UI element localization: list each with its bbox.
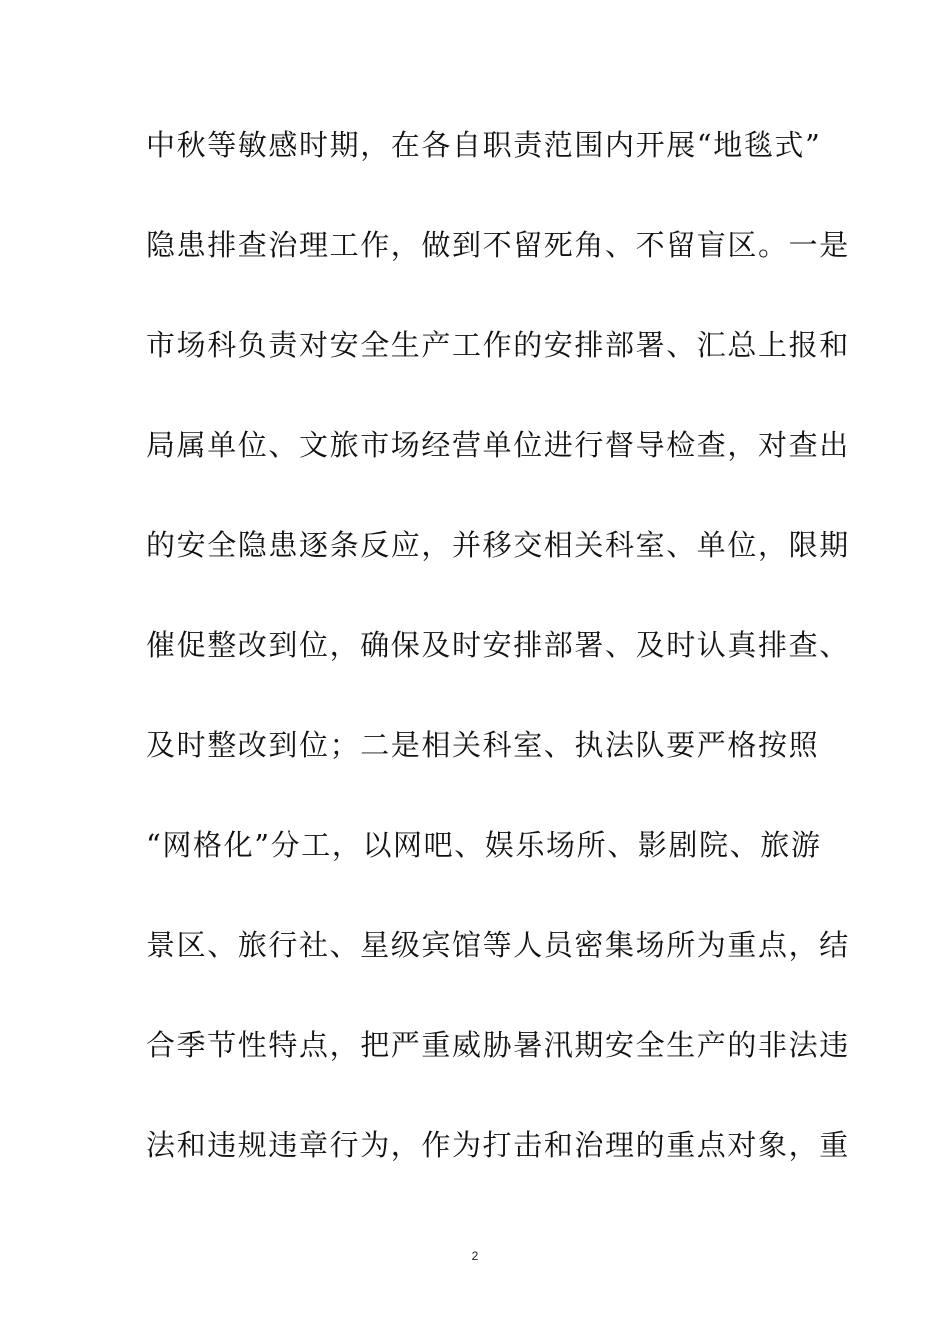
text-line: 隐患排查治理工作，做到不留死角、不留盲区。一是 [146, 228, 850, 262]
text-line: 的安全隐患逐条反应，并移交相关科室、单位，限期 [146, 528, 850, 562]
body-text [146, 125, 850, 1225]
text-line: 局属单位、文旅市场经营单位进行督导检查，对查出 [146, 428, 850, 462]
text-line: 及时整改到位；二是相关科室、执法队要严格按照 [146, 728, 820, 762]
text-line: “网格化”分工，以网吧、娱乐场所、影剧院、旅游 [146, 828, 822, 862]
page-number: 2 [471, 1249, 479, 1263]
text-line: 市场科负责对安全生产工作的安排部署、汇总上报和 [146, 328, 850, 362]
text-line: 中秋等敏感时期，在各自职责范围内开展“地毯式” [146, 128, 822, 162]
text-line: 催促整改到位，确保及时安排部署、及时认真排查、 [146, 628, 850, 662]
text-line: 合季节性特点，把严重威胁暑汛期安全生产的非法违 [146, 1028, 850, 1062]
text-line: 法和违规违章行为，作为打击和治理的重点对象，重 [146, 1128, 850, 1162]
text-line: 景区、旅行社、星级宾馆等人员密集场所为重点，结 [146, 928, 850, 962]
